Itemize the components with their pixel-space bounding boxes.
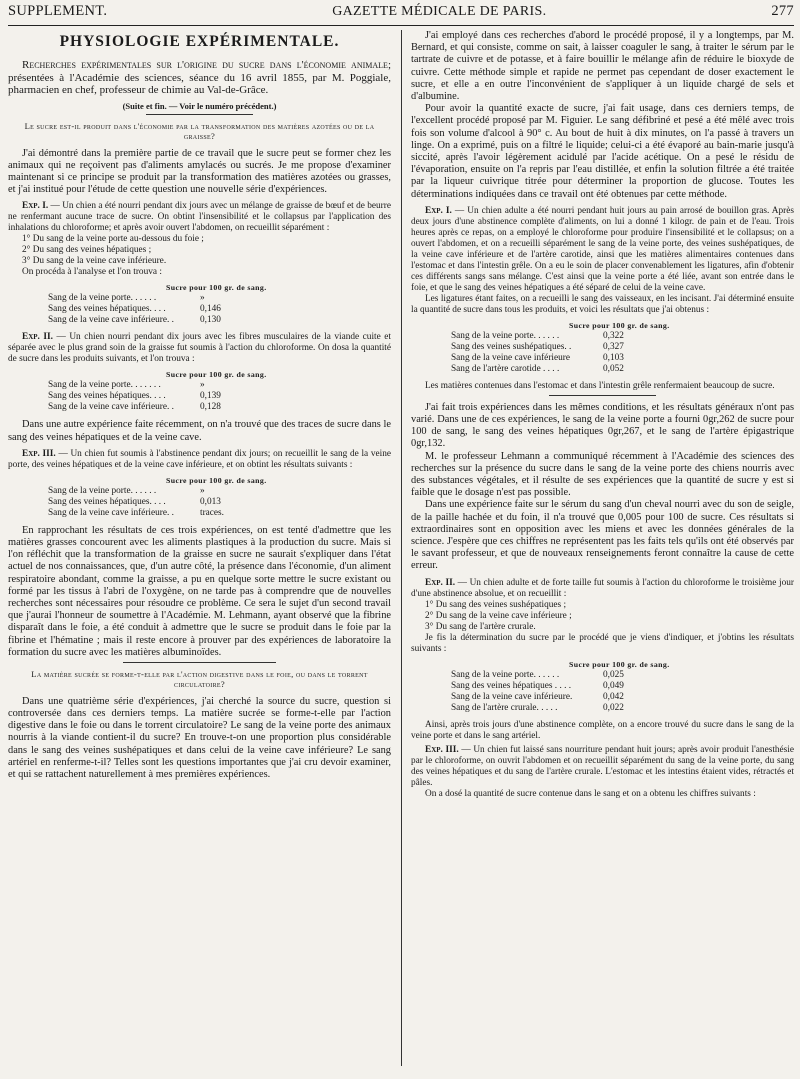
list-item: 1° Du sang des veines sushépatiques ; <box>425 599 567 610</box>
table-caption: Sucre pour 100 gr. de sang. <box>569 320 670 330</box>
paragraph: M. le professeur Lehmann a communiqué récemment à l'Académie des sciences des recherches sur la présence du sucre dans le sang de la veine porte des chiens nourris avec des substances végétales, et il résulte de ses expériences que la quantité de sucre y est si faible que le dosage n'est pas possible. <box>411 450 794 499</box>
question-heading-1: Le sucre est-il produit dans l'économie par la transformation des matières azotées ou de la graisse? <box>24 120 375 142</box>
paragraph: Dans une autre expérience faite récemment, on n'a trouvé que des traces de sucre dans le sang des veines hépatiques et de la veine cave. <box>8 419 391 443</box>
table-caption: Sucre pour 100 gr. de sang. <box>569 659 670 669</box>
table-row: Sang de la veine porte. . . . . . » <box>48 485 205 496</box>
table-caption: Sucre pour 100 gr. de sang. <box>166 475 267 485</box>
short-rule <box>146 114 253 115</box>
table-row: Sang des veines hépatiques. . . . 0,139 <box>48 391 221 402</box>
experiment-label: Exp. II. <box>22 332 53 343</box>
table-row: Sang de la veine porte. . . . . . . » <box>48 380 205 391</box>
paragraph: Les matières contenues dans l'estomac et dans l'intestin grêle renfermaient beaucoup de sucre. <box>425 380 775 391</box>
running-header <box>8 0 794 26</box>
article-heading-rest: ; présentées à l'Académie des sciences, séance du 16 avril 1855, par M. Poggiale, pharmacien en chef, professeur de chimie au Val-de-Grâce. <box>8 59 391 97</box>
right-column <box>401 30 794 1070</box>
table-row: Sang des veines hépatiques . . . . 0,049 <box>451 680 624 691</box>
table-caption: Sucre pour 100 gr. de sang. <box>166 283 267 293</box>
experiment-3: Exp. III. — Un chien fut soumis à l'abstinence pendant dix jours; on recueillit le sang de la veine porte, des veines hépatiques et de la veine cave inférieure, et on obtint les résultats suivants : <box>8 448 392 470</box>
experiment-label: Exp. III. <box>425 744 459 755</box>
paragraph: J'ai employé dans ces recherches d'abord le procédé proposé, il y a longtemps, par M. Bernard, et qui consiste, comme on sait, à laisser coaguler le sang, à traiter le sérum par le tartrate de cuivre et de potasse, et à faire bouillir le mélange afin de réduire le bioxyde de cuivre. Cette méthode simple et rapide ne permet pas cependant de doser exactement le sucre, et elle a en outre l'inconvénient de s'appliquer à un liquide chargé de sels et d'albumine. <box>411 30 794 103</box>
list-item: 3° Du sang de la veine cave inférieure. <box>22 256 167 267</box>
table-row: Sang de la veine cave inférieure. . 0,128 <box>48 402 221 413</box>
table-row: Sang de l'artère carotide . . . . 0,052 <box>451 363 624 374</box>
list-item: 2° Du sang des veines hépatiques ; <box>22 245 152 256</box>
continuation-note: (Suite et fin. — Voir le numéro précédent.) <box>122 100 277 111</box>
table-row: Sang de la veine cave inférieure. . traces. <box>48 507 225 518</box>
table-row: Sang des veines hépatiques. . . . 0,146 <box>48 304 221 315</box>
experiment-label: Exp. III. <box>22 448 56 459</box>
table-row: Sang de la veine cave inférieure 0,103 <box>451 352 624 363</box>
two-column-body <box>8 30 794 1070</box>
paragraph: Dans une quatrième série d'expériences, j'ai cherché la source du sucre, question si controversée dans ces derniers temps. La matière sucrée se forme-t-elle par l'action digestive dans le foie ou dans le torrent circulatoire? Le sang de la veine porte des animaux nourris à la viande contient-il du sucre? En trouve-t-on une proportion plus considérable dans le sang des veines sushépatiques et dans celui de la veine cave inférieure? Le sang artériel en renferme-t-il? Telles sont les questions importantes que j'ai cru devoir examiner, et qui se rattachent naturellement à mes premières expériences. <box>8 695 391 781</box>
list-item: 2° Du sang de la veine cave inférieure ; <box>425 610 572 621</box>
article-heading <box>8 59 391 97</box>
paragraph: Je fis la détermination du sucre par le procédé que je viens d'indiquer, et j'obtins les résultats suivants : <box>411 632 794 654</box>
sugar-table-4 <box>451 320 794 375</box>
paragraph: Ainsi, après trois jours d'une abstinence complète, on a encore trouvé du sucre dans le sang de la veine porte et dans le sang artériel. <box>411 719 794 741</box>
paragraph: On procéda à l'analyse et l'on trouva : <box>22 267 162 278</box>
table-row: Sang de la veine porte. . . . . . 0,322 <box>451 330 624 341</box>
short-rule <box>549 395 656 396</box>
paragraph: On a dosé la quantité de sucre contenue dans le sang et on a obtenu les chiffres suivants : <box>425 788 756 799</box>
table-row: Sang de la veine porte. . . . . . » <box>48 293 205 304</box>
table-caption: Sucre pour 100 gr. de sang. <box>166 370 267 380</box>
paragraph: Les ligatures étant faites, on a recueilli le sang des vaisseaux, en les incisant. J'ai déterminé ensuite la quantité de sucre dans tous les produits, et voici les résultats que j'ai obtenus : <box>411 293 794 315</box>
experiment-1-right: Exp. I. — Un chien adulte a été nourri pendant huit jours au pain arrosé de bouillon gras. Après deux jours d'une abstinence complète d'aliments, on lui a donné 1 kilogr. de pain et de l'eau. Trois heures après ce repas, on a employé le chloroforme pour produire l'insensibilité et le collapsus; on a ouvert l'abdomen, et on a recueilli séparément le sang de la veine porte, des veines sushépatiques, de la veine cave inférieure et de l'artère carotide, ainsi que les matières alimentaires contenues dans l'estomac et dans l'intestin grêle. On a eu le soin de placer convenablement les ligatures, afin d'obtenir ces différents sangs sans mélange. C'est ainsi que la veine porte a été liée, avant son entrée dans le foie, et que le sang des veines hépatiques a été séparé de celui de la veine cave. <box>411 205 794 293</box>
experiment-1: Exp. I. — Un chien a été nourri pendant dix jours avec un mélange de graisse de bœuf et de beurre ne renfermant aucune trace de sucre. On obtint l'insensibilité et le collapsus par l'application des inhalations du chloroforme; et après avoir ouvert l'abdomen, on recueillit séparément : <box>8 201 391 234</box>
table-row: Sang des veines hépatiques. . . . 0,013 <box>48 496 221 507</box>
experiment-2: Exp. II. — Un chien nourri pendant dix jours avec les fibres musculaires de la viande cuite et séparée avec le plus grand soin de la graisse fut soumis à l'action du chloroforme. On dosa la quantité de sucre dans les produits suivants, et l'on trouva : <box>8 332 391 365</box>
list-item: 3° Du sang de l'artère crurale. <box>425 621 536 632</box>
experiment-2-right: Exp. II. — Un chien adulte et de forte taille fut soumis à l'action du chloroforme le troisième jour d'une abstinence absolue, et on recueillit : <box>411 577 794 599</box>
table-row: Sang de la veine porte. . . . . . 0,025 <box>451 669 624 680</box>
experiment-label: Exp. II. <box>425 577 456 588</box>
sugar-table-5 <box>451 659 794 714</box>
table-row: Sang des veines sushépatiques. . 0,327 <box>451 341 624 352</box>
short-rule <box>123 662 276 663</box>
experiment-label: Exp. I. <box>22 201 49 212</box>
article-heading-title: Recherches expérimentales sur l'origine du sucre dans l'économie animale <box>22 59 388 71</box>
sugar-table-2 <box>48 369 391 413</box>
paragraph: Pour avoir la quantité exacte de sucre, j'ai fait usage, dans ces derniers temps, de l'excellent procédé proposé par M. Figuier. Le sang défibriné et pesé a été mêlé avec trois fois son volume d'alcool à 90° c. Au bout de huit à dix minutes, on l'a passé à travers un linge. On a exprimé, puis on a filtré le liquide; celui-ci a été évaporé au bain-marie jusqu'à siccité, après l'avoir légèrement acidulé par l'acide acétique. On a pesé le résidu de l'évaporation, ensuite on l'a repris par l'eau distillée, et enfin la solution filtrée a été traitée par la liqueur cuivrique titrée pour déterminer la proportion de glucose. Toutes les déterminations indiquées dans ce travail ont été obtenues par cette méthode. <box>411 103 794 200</box>
column-divider <box>401 30 402 1066</box>
table-row: Sang de la veine cave inférieure. 0,042 <box>451 691 624 702</box>
paragraph: J'ai démontré dans la première partie de ce travail que le sucre peut se former chez les animaux qui ne reçoivent pas d'aliments amylacés ou sucrés. Je me propose d'examiner maintenant si ce principe se produit par la transformation des matières azotées ou grasses, et j'ai institué pour l'étude de cette question une nouvelle série d'expériences. <box>8 147 391 196</box>
section-title: PHYSIOLOGIE EXPÉRIMENTALE. <box>59 33 340 50</box>
question-heading-2: La matière sucrée se forme-t-elle par l'action digestive dans le foie, ou dans le torrent circulatoire? <box>31 669 368 690</box>
list-item: 1° Du sang de la veine porte au-dessous du foie ; <box>22 234 204 245</box>
sugar-table-1 <box>48 282 391 326</box>
paragraph: En rapprochant les résultats de ces trois expériences, on est tenté d'admettre que les matières grasses concourent avec les aliments plastiques à la production du sucre. Mais si l'on réfléchit que la transformation de la graisse en sucre ne saurait s'expliquer dans l'état actuel de nos connaissances, que, d'un autre côté, la présence dans l'économie, d'un aliment respiratoire abondant, comme la graisse, a pu en quelque sorte mettre le sucre existant ou formé par les tissus à l'abri de l'oxygène, on ne tarde pas à comprendre que de nouvelles recherches sont nécessaires pour résoudre ce problème. Ce sera le sujet d'un second travail que j'aurai l'honneur de soumettre à l'Académie. M. Lehmann, ayant observé que la fibrine disparaît dans le foie, a été conduit à admettre que le sucre se produit dans le foie par la fibrine et l'hématine ; mais il reste encore à prouver par des expériences de laboratoire la formation du sucre avec les matières albuminoïdes. <box>8 524 391 658</box>
experiment-3-right: Exp. III. — Un chien fut laissé sans nourriture pendant huit jours; après avoir produit l'anesthésie par le chloroforme, on ouvrit l'abdomen et on recueillit séparément du sang de la veine porte, du sang des veines hépatiques et du sang de l'artère crurale. L'estomac et les intestins étaient vides, rétractés et pâles. <box>411 744 794 788</box>
sugar-table-3 <box>48 475 391 519</box>
paragraph: Dans une expérience faite sur le sérum du sang d'un cheval nourri avec du son de seigle, de la paille hachée et du foin, il n'a trouvé que 0,005 pour 100 de sucre. Ces résultats si extraordinaires sont en opposition avec les miens et avec les données générales de la science. J'espère que ces chiffres ne représentent pas les faits tels qu'ils ont été observés par le savant professeur, et que de nouveaux renseignements feront connaître la cause de cette erreur. <box>411 499 794 572</box>
page-number: 277 <box>771 3 794 19</box>
experiment-label: Exp. I. <box>425 205 452 216</box>
header-supplement: SUPPLEMENT. <box>8 3 108 19</box>
left-column <box>8 30 401 1070</box>
table-row: Sang de l'artère crurale. . . . . 0,022 <box>451 702 624 713</box>
table-row: Sang de la veine cave inférieure. . 0,130 <box>48 315 221 326</box>
header-journal-title: GAZETTE MÉDICALE DE PARIS. <box>332 4 547 19</box>
paragraph: J'ai fait trois expériences dans les mêmes conditions, et les résultats généraux n'ont pas varié. Dans une de ces expériences, le sang de la veine porte a fourni 0gr,262 de sucre pour 100 de sang, le sang des veines hépatiques 0gr,267, et le sang de l'artère épigastrique 0gr,132. <box>411 401 794 450</box>
